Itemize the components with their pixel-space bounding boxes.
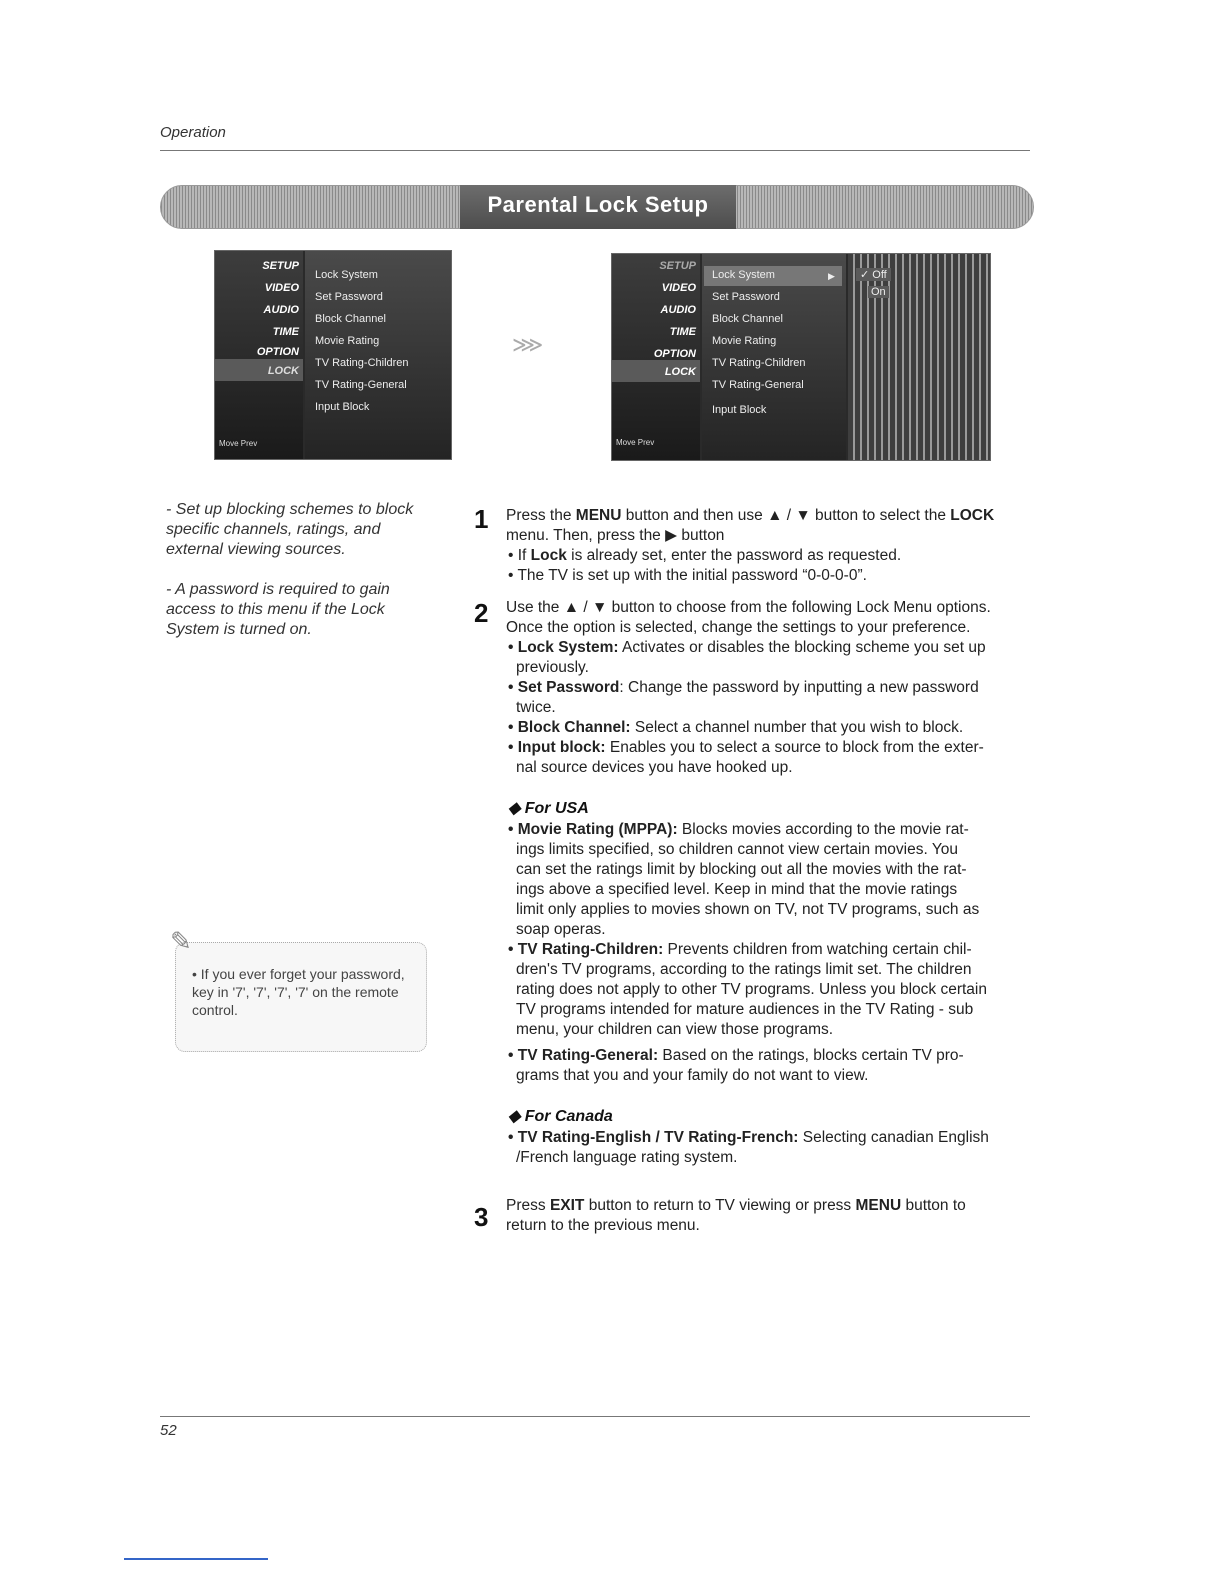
page-title: Parental Lock Setup <box>487 192 709 217</box>
set-password-text: : Change the password by inputting a new password <box>619 679 979 696</box>
category-setup: SETUP <box>262 260 299 272</box>
suboption-off: ✓ Off <box>856 268 891 281</box>
menu2-categories <box>612 254 700 460</box>
step3-text-b: button to return to TV viewing or press <box>584 1197 856 1214</box>
option-input-block: Input Block <box>315 401 370 413</box>
category-time: TIME <box>272 326 299 338</box>
category-audio: AUDIO <box>263 304 299 316</box>
option-tv-rating-general: TV Rating-General <box>315 379 407 391</box>
menu-categories <box>215 251 303 459</box>
input-block-label: • Input block: <box>508 739 606 756</box>
category2-setup: SETUP <box>659 260 696 272</box>
category-lock: LOCK <box>267 365 299 377</box>
arrow-right-icon: ⋙ <box>512 332 544 357</box>
block-channel-desc <box>508 718 963 738</box>
category2-option: OPTION <box>653 348 696 360</box>
category2-lock: LOCK <box>664 366 696 378</box>
tv-rating-general-desc <box>508 1046 964 1066</box>
set-password-desc <box>508 678 979 698</box>
menu-key-label-2: MENU <box>855 1197 902 1214</box>
step1-line2: menu. Then, press the ▶ button <box>506 527 725 544</box>
lock-system-desc-cont: previously. <box>516 659 589 676</box>
tip-text: • If you ever forget your password, key in '7', '7', '7', '7' on the remote control. <box>192 966 405 1018</box>
option2-tv-rating-children: TV Rating-Children <box>712 357 806 369</box>
tv-rating-children-line-2: rating does not apply to other TV programs. Unless you block certain <box>516 981 987 998</box>
category2-audio: AUDIO <box>660 304 696 316</box>
option2-tv-rating-general: TV Rating-General <box>712 379 804 391</box>
step3-line1 <box>506 1196 966 1216</box>
movie-rating-line-0: Blocks movies according to the movie rat- <box>677 821 969 838</box>
tv-rating-children-line-3: TV programs intended for mature audiences in the TV Rating - sub <box>516 1001 974 1018</box>
lock-system-desc <box>508 638 986 658</box>
input-block-text: Enables you to select a source to block from the exter- <box>605 739 984 756</box>
option-tv-rating-children: TV Rating-Children <box>315 357 409 369</box>
tv-rating-children-desc <box>508 940 972 960</box>
tv-rating-children-line-4: menu, your children can view those programs. <box>516 1021 834 1038</box>
menu-footer: Move Prev <box>219 439 258 448</box>
tv-rating-children-line-1: dren's TV programs, according to the ratings limit set. The children <box>516 961 972 978</box>
header-rule <box>160 150 1030 151</box>
submenu-panel <box>848 254 990 460</box>
step1-bullet1-lock: Lock <box>530 547 567 564</box>
lock-submenu-screenshot <box>611 253 991 461</box>
step3-line2: return to the previous menu. <box>506 1217 700 1234</box>
step-number-2: 2 <box>474 598 489 628</box>
step1-bullet1-a: • If <box>508 547 531 564</box>
category-option: OPTION <box>256 346 299 358</box>
step-number-3: 3 <box>474 1202 489 1232</box>
category2-video: VIDEO <box>661 282 696 294</box>
canada-rating-desc <box>508 1128 989 1148</box>
sidenote-blocking: - Set up blocking schemes to block specific channels, ratings, and external viewing sources. <box>166 501 414 558</box>
tv-rating-general-line-1: grams that you and your family do not want to view. <box>516 1067 869 1084</box>
sidenote-password: - A password is required to gain access to this menu if the Lock System is turned on. <box>166 581 390 638</box>
canada-rating-line-1: /French language rating system. <box>516 1149 738 1166</box>
step2-line1: Use the ▲ / ▼ button to choose from the following Lock Menu options. <box>506 599 991 616</box>
menu-key-label: MENU <box>575 507 622 524</box>
exit-key-label: EXIT <box>549 1197 585 1214</box>
section-label: Operation <box>160 124 226 141</box>
step1-bullet1-b: is already set, enter the password as requested. <box>566 547 902 564</box>
arrow-right-small-icon: ▶ <box>828 271 835 281</box>
tv-rating-general-label: • TV Rating-General: <box>508 1047 659 1064</box>
option2-lock-system: Lock System <box>712 269 775 281</box>
option2-input-block: Input Block <box>712 404 767 416</box>
option2-set-password: Set Password <box>712 291 780 303</box>
option-movie-rating: Movie Rating <box>315 335 380 347</box>
option2-movie-rating: Movie Rating <box>712 335 777 347</box>
footer-rule <box>160 1416 1030 1417</box>
category2-time: TIME <box>669 326 696 338</box>
block-channel-text: Select a channel number that you wish to block. <box>630 719 964 736</box>
movie-rating-line-3: ings above a specified level. Keep in mind that the movie ratings <box>516 881 958 898</box>
note-pencil-icon: ✎ <box>170 926 192 956</box>
tv-rating-general-line-0: Based on the ratings, blocks certain TV pro- <box>658 1047 964 1064</box>
lock-menu-screenshot <box>214 250 452 460</box>
menu2-footer: Move Prev <box>616 438 655 447</box>
step1-line1 <box>506 506 1036 526</box>
input-block-desc-cont: nal source devices you have hooked up. <box>516 759 793 776</box>
step1-bullet2: • The TV is set up with the initial password “0-0-0-0”. <box>508 567 867 584</box>
canada-rating-line-0: Selecting canadian English <box>798 1129 989 1146</box>
tv-rating-children-label: • TV Rating-Children: <box>508 941 664 958</box>
lock-label: LOCK <box>950 507 995 524</box>
step1-text-b: button and then use ▲ / ▼ button to select the <box>621 507 951 524</box>
step3-text-c: button to <box>901 1197 966 1214</box>
suboption-on: On <box>868 286 889 298</box>
lock-system-label: • Lock System: <box>508 639 619 656</box>
usa-heading: ◆ For USA <box>508 800 589 817</box>
movie-rating-line-4: limit only applies to movies shown on TV, not TV programs, such as <box>516 901 980 918</box>
step3-text-a: Press <box>506 1197 550 1214</box>
page-number: 52 <box>160 1422 177 1439</box>
movie-rating-line-1: ings limits specified, so children cannot view certain movies. You <box>516 841 958 858</box>
movie-rating-line-2: can set the ratings limit by blocking out all the movies with the rat- <box>516 861 967 878</box>
block-channel-label: • Block Channel: <box>508 719 631 736</box>
menu-options <box>305 251 451 459</box>
canada-rating-label: • TV Rating-English / TV Rating-French: <box>508 1129 799 1146</box>
movie-rating-line-5: soap operas. <box>516 921 606 938</box>
set-password-desc-cont: twice. <box>516 699 556 716</box>
step1-bullet1 <box>508 546 901 566</box>
blue-underline <box>124 1558 268 1560</box>
input-block-desc <box>508 738 984 758</box>
option-lock-system: Lock System <box>315 269 378 281</box>
menu2-options <box>702 254 846 460</box>
lock-system-text: Activates or disables the blocking scheme you set up <box>618 639 986 656</box>
option2-block-channel: Block Channel <box>712 313 783 325</box>
step1-text-a: Press the <box>506 507 576 524</box>
canada-heading: ◆ For Canada <box>508 1108 613 1125</box>
option-set-password: Set Password <box>315 291 383 303</box>
movie-rating-label: • Movie Rating (MPPA): <box>508 821 678 838</box>
set-password-label: • Set Password <box>508 679 620 696</box>
option-block-channel: Block Channel <box>315 313 386 325</box>
step-number-1: 1 <box>474 504 489 534</box>
movie-rating-desc <box>508 820 969 840</box>
category-video: VIDEO <box>264 282 299 294</box>
tv-rating-children-line-0: Prevents children from watching certain chil- <box>663 941 972 958</box>
step2-line2: Once the option is selected, change the settings to your preference. <box>506 619 971 636</box>
